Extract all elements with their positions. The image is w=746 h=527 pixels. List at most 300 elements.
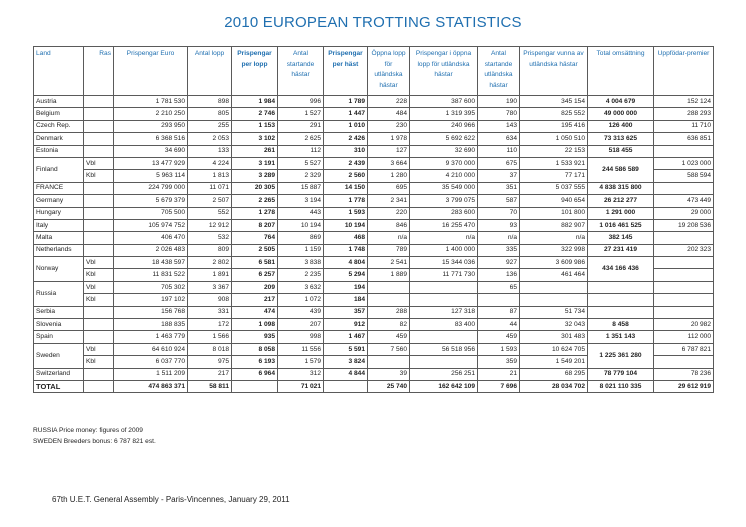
value-cell: 143 [478,120,520,132]
table-row [34,257,714,269]
value-cell: 21 [478,368,520,380]
value-cell: 5 963 114 [114,170,188,182]
value-cell: 255 [188,120,232,132]
value-cell: 636 851 [654,133,714,145]
value-cell: 1 593 [324,207,368,219]
value-cell [368,294,410,306]
country-cell: Sweden [34,343,84,368]
value-cell: 152 124 [654,96,714,108]
value-cell: 8 058 [232,343,278,355]
value-cell: 1 447 [324,108,368,120]
value-cell: 1 889 [368,269,410,281]
value-cell: 805 [188,108,232,120]
breed-cell: Vbl [84,157,114,169]
value-cell: 244 586 589 [588,157,654,182]
value-cell: 68 295 [520,368,588,380]
value-cell: 1 463 779 [114,331,188,343]
value-cell: 6 581 [232,257,278,269]
value-cell: 468 [324,232,368,244]
header-foreign-winnings: Prispengar vunna av utländska hästar [520,47,588,96]
value-cell: 705 302 [114,281,188,293]
value-cell: 357 [324,306,368,318]
value-cell: 461 464 [520,269,588,281]
value-cell: 6 787 821 [654,343,714,355]
value-cell: 322 998 [520,244,588,256]
header-prize-per-horse: Prispengar per häst [324,47,368,96]
value-cell: 4 004 679 [588,96,654,108]
value-cell: 1 016 461 525 [588,219,654,231]
country-cell: Austria [34,96,84,108]
value-cell [232,380,278,392]
value-cell: 28 034 702 [520,380,588,392]
value-cell: 1 566 [188,331,232,343]
value-cell: 82 [368,319,410,331]
country-cell: Spain [34,331,84,343]
value-cell: 29 612 919 [654,380,714,392]
value-cell: 162 642 109 [410,380,478,392]
value-cell: 1 050 510 [520,133,588,145]
value-cell: 1 467 [324,331,368,343]
value-cell [588,294,654,306]
value-cell: 202 323 [654,244,714,256]
breed-cell [84,368,114,380]
value-cell: 3 194 [278,195,324,207]
header-ras: Ras [84,47,114,96]
table-row [34,294,714,306]
page-title: 2010 EUROPEAN TROTTING STATISTICS [224,14,522,31]
value-cell [654,182,714,194]
value-cell: 484 [368,108,410,120]
table-row [34,120,714,132]
value-cell: 1 225 361 280 [588,343,654,368]
value-cell: 809 [188,244,232,256]
table-header-row [34,47,714,96]
value-cell: 5 692 622 [410,133,478,145]
table-row [34,207,714,219]
value-cell: 283 600 [410,207,478,219]
header-prize-money: Prispengar Euro [114,47,188,96]
value-cell: 1 023 000 [654,157,714,169]
value-cell: 197 102 [114,294,188,306]
value-cell: 2 426 [324,133,368,145]
value-cell: 996 [278,96,324,108]
header-land: Land [34,47,84,96]
value-cell: 64 610 924 [114,343,188,355]
value-cell: 4 804 [324,257,368,269]
value-cell: 10 624 705 [520,343,588,355]
table-row [34,331,714,343]
table-row [34,108,714,120]
value-cell: 4 224 [188,157,232,169]
value-cell: 6 368 516 [114,133,188,145]
value-cell: 49 000 000 [588,108,654,120]
breed-cell [84,232,114,244]
value-cell: 83 400 [410,319,478,331]
breed-cell [84,380,114,392]
country-cell: FRANCE [34,182,84,194]
value-cell: 5 591 [324,343,368,355]
value-cell [588,281,654,293]
value-cell: 2 210 250 [114,108,188,120]
value-cell: 869 [278,232,324,244]
country-cell: Czech Rep. [34,120,84,132]
value-cell: 44 [478,319,520,331]
country-cell: Norway [34,257,84,282]
value-cell: 532 [188,232,232,244]
value-cell: 3 191 [232,157,278,169]
value-cell: 27 231 419 [588,244,654,256]
breed-cell [84,133,114,145]
value-cell: 2 235 [278,269,324,281]
value-cell: 1 511 209 [114,368,188,380]
value-cell: 6 964 [232,368,278,380]
value-cell: 382 145 [588,232,654,244]
breed-cell: Kbl [84,294,114,306]
value-cell: 5 037 555 [520,182,588,194]
value-cell: 3 824 [324,356,368,368]
value-cell: 6 193 [232,356,278,368]
value-cell: 35 549 000 [410,182,478,194]
country-cell: Belgium [34,108,84,120]
value-cell [324,380,368,392]
value-cell: 1 778 [324,195,368,207]
breed-cell [84,195,114,207]
value-cell: 11 831 522 [114,269,188,281]
value-cell: 291 [278,120,324,132]
table-row [34,232,714,244]
value-cell: 439 [278,306,324,318]
value-cell [654,145,714,157]
value-cell: 473 449 [654,195,714,207]
value-cell [410,281,478,293]
value-cell: 10 194 [324,219,368,231]
value-cell: 20 305 [232,182,278,194]
value-cell: 1 527 [278,108,324,120]
value-cell: 1 984 [232,96,278,108]
value-cell: 1 978 [368,133,410,145]
value-cell: n/a [478,232,520,244]
statistics-table [33,46,714,393]
value-cell: 224 799 000 [114,182,188,194]
value-cell: 3 609 986 [520,257,588,269]
value-cell [520,294,588,306]
value-cell: 2 541 [368,257,410,269]
value-cell: 37 [478,170,520,182]
table-row [34,133,714,145]
value-cell: 217 [232,294,278,306]
value-cell: 58 811 [188,380,232,392]
value-cell: 387 600 [410,96,478,108]
breed-cell: Vbl [84,281,114,293]
breed-cell [84,182,114,194]
breed-cell [84,219,114,231]
value-cell: 136 [478,269,520,281]
value-cell: 217 [188,368,232,380]
value-cell: 940 654 [520,195,588,207]
value-cell: 133 [188,145,232,157]
value-cell: 2 341 [368,195,410,207]
value-cell [654,356,714,368]
header-breeders-premiums: Uppfödar-premier [654,47,714,96]
value-cell: 10 194 [278,219,324,231]
breed-cell [84,319,114,331]
breed-cell [84,145,114,157]
value-cell: 127 318 [410,306,478,318]
table-body [34,96,714,393]
table-total-row [34,380,714,392]
value-cell [368,356,410,368]
value-cell: 474 [232,306,278,318]
breed-cell [84,331,114,343]
value-cell: 20 982 [654,319,714,331]
table-row [34,244,714,256]
value-cell: 13 477 929 [114,157,188,169]
value-cell: 194 [324,281,368,293]
value-cell: 18 438 597 [114,257,188,269]
value-cell: 588 594 [654,170,714,182]
country-cell: Netherlands [34,244,84,256]
country-cell: TOTAL [34,380,84,392]
value-cell: 78 236 [654,368,714,380]
value-cell: 998 [278,331,324,343]
value-cell [478,294,520,306]
value-cell: 1 789 [324,96,368,108]
breed-cell: Vbl [84,343,114,355]
value-cell: 39 [368,368,410,380]
value-cell [410,331,478,343]
value-cell: 2 053 [188,133,232,145]
value-cell: 11 071 [188,182,232,194]
value-cell: 1 153 [232,120,278,132]
value-cell: 459 [478,331,520,343]
value-cell: 3 632 [278,281,324,293]
value-cell: 110 [478,145,520,157]
value-cell: 3 367 [188,281,232,293]
value-cell: 351 [478,182,520,194]
table-row [34,145,714,157]
value-cell: 2 439 [324,157,368,169]
header-open-races: Öppna lopp för utländska hästar [368,47,410,96]
value-cell: 695 [368,182,410,194]
value-cell: 1 072 [278,294,324,306]
value-cell: 19 208 536 [654,219,714,231]
breed-cell [84,96,114,108]
value-cell: 220 [368,207,410,219]
value-cell: 293 950 [114,120,188,132]
value-cell: 459 [368,331,410,343]
value-cell: 288 [368,306,410,318]
value-cell: 1 533 921 [520,157,588,169]
value-cell [654,281,714,293]
table-row [34,219,714,231]
value-cell: 764 [232,232,278,244]
table-row [34,306,714,318]
value-cell: 288 293 [654,108,714,120]
header-total-turnover: Total omsättning [588,47,654,96]
value-cell: 195 416 [520,120,588,132]
value-cell: 70 [478,207,520,219]
value-cell: 3 664 [368,157,410,169]
value-cell: 780 [478,108,520,120]
country-cell: Slovenia [34,319,84,331]
value-cell [654,306,714,318]
value-cell: 1 291 000 [588,207,654,219]
value-cell: 2 507 [188,195,232,207]
header-races: Antal lopp [188,47,232,96]
country-cell: Switzerland [34,368,84,380]
value-cell: 105 974 752 [114,219,188,231]
value-cell: 8 458 [588,319,654,331]
value-cell: 256 251 [410,368,478,380]
value-cell: 3 102 [232,133,278,145]
value-cell: 443 [278,207,324,219]
country-cell: Estonia [34,145,84,157]
value-cell [368,281,410,293]
value-cell: 634 [478,133,520,145]
value-cell: 675 [478,157,520,169]
breed-cell: Kbl [84,269,114,281]
value-cell: 11 710 [654,120,714,132]
value-cell: 908 [188,294,232,306]
country-cell: Malta [34,232,84,244]
value-cell: 474 863 371 [114,380,188,392]
value-cell: 207 [278,319,324,331]
value-cell [654,257,714,269]
value-cell: 705 500 [114,207,188,219]
value-cell: 8 018 [188,343,232,355]
value-cell: 32 690 [410,145,478,157]
value-cell: 1 280 [368,170,410,182]
value-cell: 1 098 [232,319,278,331]
value-cell: 825 552 [520,108,588,120]
country-cell: Russia [34,281,84,306]
value-cell: 935 [232,331,278,343]
value-cell: 2 802 [188,257,232,269]
value-cell: 3 799 075 [410,195,478,207]
value-cell: 93 [478,219,520,231]
value-cell: 9 370 000 [410,157,478,169]
country-cell: Finland [34,157,84,182]
footer-text: 67th U.E.T. General Assembly - Paris-Vincennes, January 29, 2011 [52,495,290,504]
table-row [34,96,714,108]
value-cell: 2 026 483 [114,244,188,256]
value-cell: 2 505 [232,244,278,256]
header-open-race-prize: Prispengar i öppna lopp för utländska hästar [410,47,478,96]
value-cell: 5 294 [324,269,368,281]
note-sweden: SWEDEN Breeders bonus: 6 787 821 est. [33,438,156,445]
value-cell: 7 696 [478,380,520,392]
table-row [34,319,714,331]
value-cell: 240 966 [410,120,478,132]
value-cell: 898 [188,96,232,108]
value-cell: 1 781 530 [114,96,188,108]
value-cell: 15 887 [278,182,324,194]
value-cell: n/a [410,232,478,244]
value-cell: 112 000 [654,331,714,343]
value-cell: 11 771 730 [410,269,478,281]
value-cell [410,356,478,368]
value-cell: 3 289 [232,170,278,182]
value-cell: 2 265 [232,195,278,207]
value-cell: 6 257 [232,269,278,281]
value-cell: 209 [232,281,278,293]
value-cell: 1 010 [324,120,368,132]
breed-cell [84,108,114,120]
value-cell: 51 734 [520,306,588,318]
value-cell [654,232,714,244]
value-cell: n/a [520,232,588,244]
breed-cell [84,207,114,219]
value-cell: 310 [324,145,368,157]
value-cell: 172 [188,319,232,331]
value-cell: 16 255 470 [410,219,478,231]
value-cell: 14 150 [324,182,368,194]
value-cell: 26 212 277 [588,195,654,207]
value-cell: 261 [232,145,278,157]
value-cell: 312 [278,368,324,380]
value-cell: 5 527 [278,157,324,169]
country-cell: Denmark [34,133,84,145]
value-cell: 1 593 [478,343,520,355]
value-cell: 56 518 956 [410,343,478,355]
header-foreign-starters: Antal startande utländska hästar [478,47,520,96]
value-cell: 25 740 [368,380,410,392]
breed-cell: Kbl [84,170,114,182]
value-cell [410,294,478,306]
value-cell: 101 800 [520,207,588,219]
value-cell: 12 912 [188,219,232,231]
value-cell: 15 344 036 [410,257,478,269]
table-row [34,195,714,207]
value-cell: 8 207 [232,219,278,231]
value-cell: 7 560 [368,343,410,355]
value-cell: 73 313 625 [588,133,654,145]
value-cell [654,269,714,281]
value-cell: 77 171 [520,170,588,182]
header-prize-per-race: Prispengar per lopp [232,47,278,96]
value-cell: 1 748 [324,244,368,256]
breed-cell [84,306,114,318]
breed-cell: Vbl [84,257,114,269]
value-cell: 87 [478,306,520,318]
value-cell: 882 907 [520,219,588,231]
value-cell: 1 579 [278,356,324,368]
table-row [34,182,714,194]
value-cell: 518 455 [588,145,654,157]
value-cell: 406 470 [114,232,188,244]
value-cell: 112 [278,145,324,157]
value-cell: 1 813 [188,170,232,182]
breed-cell [84,244,114,256]
value-cell: 2 329 [278,170,324,182]
value-cell: 331 [188,306,232,318]
value-cell: 912 [324,319,368,331]
country-cell: Germany [34,195,84,207]
value-cell: 156 768 [114,306,188,318]
value-cell: 228 [368,96,410,108]
country-cell: Serbia [34,306,84,318]
value-cell: 552 [188,207,232,219]
value-cell [588,306,654,318]
value-cell: 65 [478,281,520,293]
value-cell: 78 779 104 [588,368,654,380]
value-cell: 6 037 770 [114,356,188,368]
value-cell: 5 679 379 [114,195,188,207]
value-cell: 1 400 000 [410,244,478,256]
value-cell: 190 [478,96,520,108]
header-starting-horses: Antal startande hästar [278,47,324,96]
value-cell: 2 746 [232,108,278,120]
